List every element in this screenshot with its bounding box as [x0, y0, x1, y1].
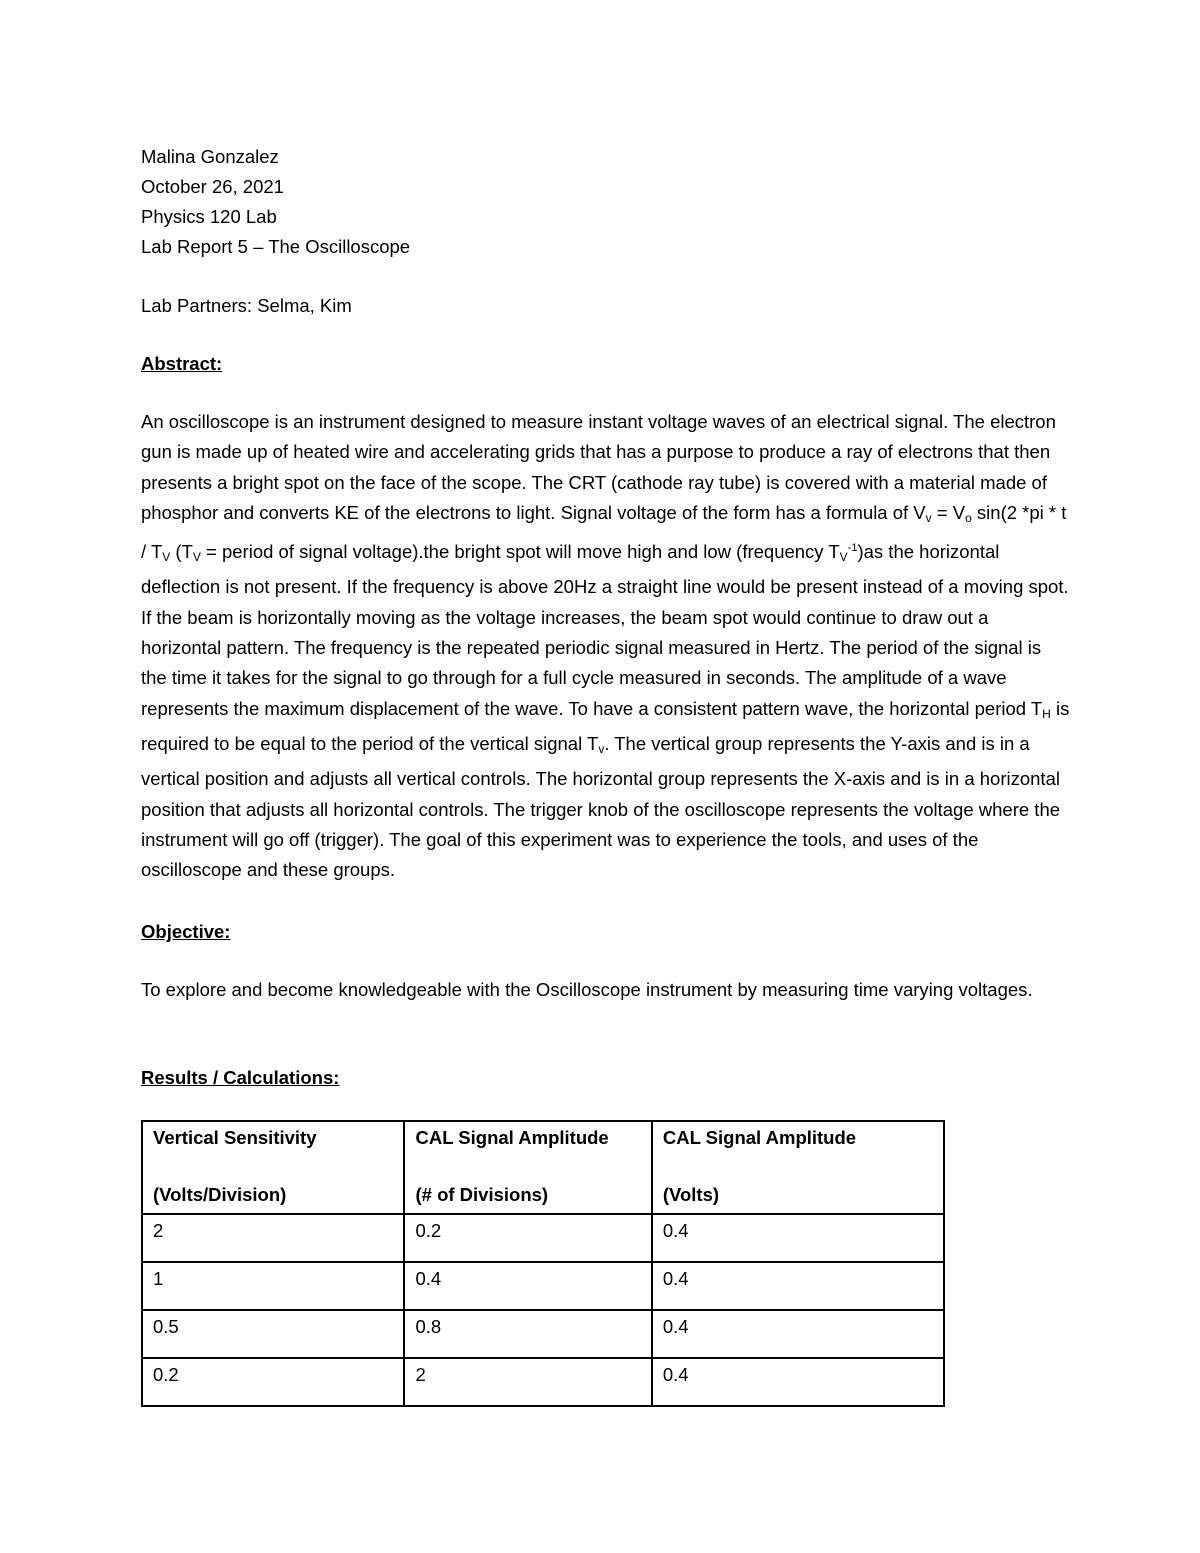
abstract-text: sin(2 *pi * t / T	[141, 501, 1067, 563]
table-cell: 0.2	[404, 1214, 651, 1262]
table-cell: 0.4	[652, 1262, 944, 1310]
abstract-subscript: V	[162, 550, 171, 565]
author-name: Malina Gonzalez	[141, 146, 279, 167]
abstract-superscript: -1	[847, 542, 858, 555]
table-row	[142, 1358, 944, 1406]
column-title: CAL Signal Amplitude	[662, 1127, 857, 1148]
table-header-row	[142, 1121, 944, 1214]
table-cell: 1	[142, 1262, 404, 1310]
column-title: Vertical Sensitivity	[153, 1127, 317, 1148]
table-row	[142, 1262, 944, 1310]
objective-heading: Objective:	[141, 921, 231, 942]
table-cell: 0.4	[652, 1310, 944, 1358]
abstract-subscript: V	[839, 550, 848, 565]
abstract-subscript: v	[925, 510, 932, 525]
table-cell: 0.5	[142, 1310, 404, 1358]
abstract-text: = period of signal voltage).the bright spot will move high and low (frequency T	[200, 541, 840, 563]
column-header	[142, 1121, 404, 1214]
objective-paragraph: To explore and become knowledgeable with the Oscilloscope instrument by measuring time varying voltages.	[141, 979, 1033, 1000]
course-name: Physics 120 Lab	[141, 206, 277, 227]
abstract-text: is required to be equal to the period of the vertical signal T	[141, 697, 1070, 754]
column-header	[404, 1121, 651, 1214]
abstract-subscript: V	[192, 550, 201, 565]
results-table	[141, 1120, 945, 1407]
table-row	[142, 1310, 944, 1358]
abstract-subscript: o	[965, 510, 972, 525]
column-unit: (Volts/Division)	[153, 1184, 287, 1205]
table-cell: 2	[142, 1214, 404, 1262]
table-cell: 2	[404, 1358, 651, 1406]
column-title: CAL Signal Amplitude	[415, 1127, 609, 1148]
column-header	[652, 1121, 944, 1214]
table-cell: 0.4	[652, 1214, 944, 1262]
table-cell: 0.4	[404, 1262, 651, 1310]
column-unit: (# of Divisions)	[415, 1184, 549, 1205]
abstract-subscript: v	[598, 741, 605, 756]
column-unit: (Volts)	[662, 1184, 720, 1205]
abstract-subscript: H	[1042, 706, 1051, 721]
table-cell: 0.8	[404, 1310, 651, 1358]
abstract-heading: Abstract:	[141, 353, 223, 374]
abstract-text: (T	[170, 541, 193, 563]
abstract-text: . The vertical group represents the Y-axis and is in a vertical position and adjusts all vertical controls. The horizontal group represents the X-axis and is in a horizontal position that adjusts all horizontal controls. The trigger knob of the oscilloscope represents the voltage where the instrument will go off (trigger). The goal of this experiment was to experience the tools, and uses of the oscilloscope and these groups.	[141, 732, 1061, 881]
table-row	[142, 1214, 944, 1262]
abstract-text: )as the horizontal deflection is not present. If the frequency is above 20Hz a straight line would be present instead of a moving spot. If the beam is horizontally moving as the voltage increases, the beam spot would continue to draw out a horizontal pattern. The frequency is the repeated periodic signal measured in Hertz. The period of the signal is the time it takes for the signal to go through for a full cycle measured in seconds. The amplitude of a wave represents the maximum displacement of the wave. To have a consistent pattern wave, the horizontal period T	[141, 541, 1069, 719]
report-title: Lab Report 5 – The Oscilloscope	[141, 236, 411, 257]
table-cell: 0.2	[142, 1358, 404, 1406]
abstract-paragraph	[141, 407, 1071, 885]
abstract-text: = V	[931, 501, 966, 523]
results-heading: Results / Calculations:	[141, 1067, 340, 1088]
report-date: October 26, 2021	[141, 176, 284, 197]
abstract-text: An oscilloscope is an instrument designed to measure instant voltage waves of an electrical signal. The electron gun is made up of heated wire and accelerating grids that has a purpose to produce a ray of electrons that then presents a bright spot on the face of the scope. The CRT (cathode ray tube) is covered with a material made of phosphor and converts KE of the electrons to light. Signal voltage of the form has a formula of V	[141, 411, 1056, 523]
lab-partners: Lab Partners: Selma, Kim	[141, 295, 352, 316]
table-cell: 0.4	[652, 1358, 944, 1406]
